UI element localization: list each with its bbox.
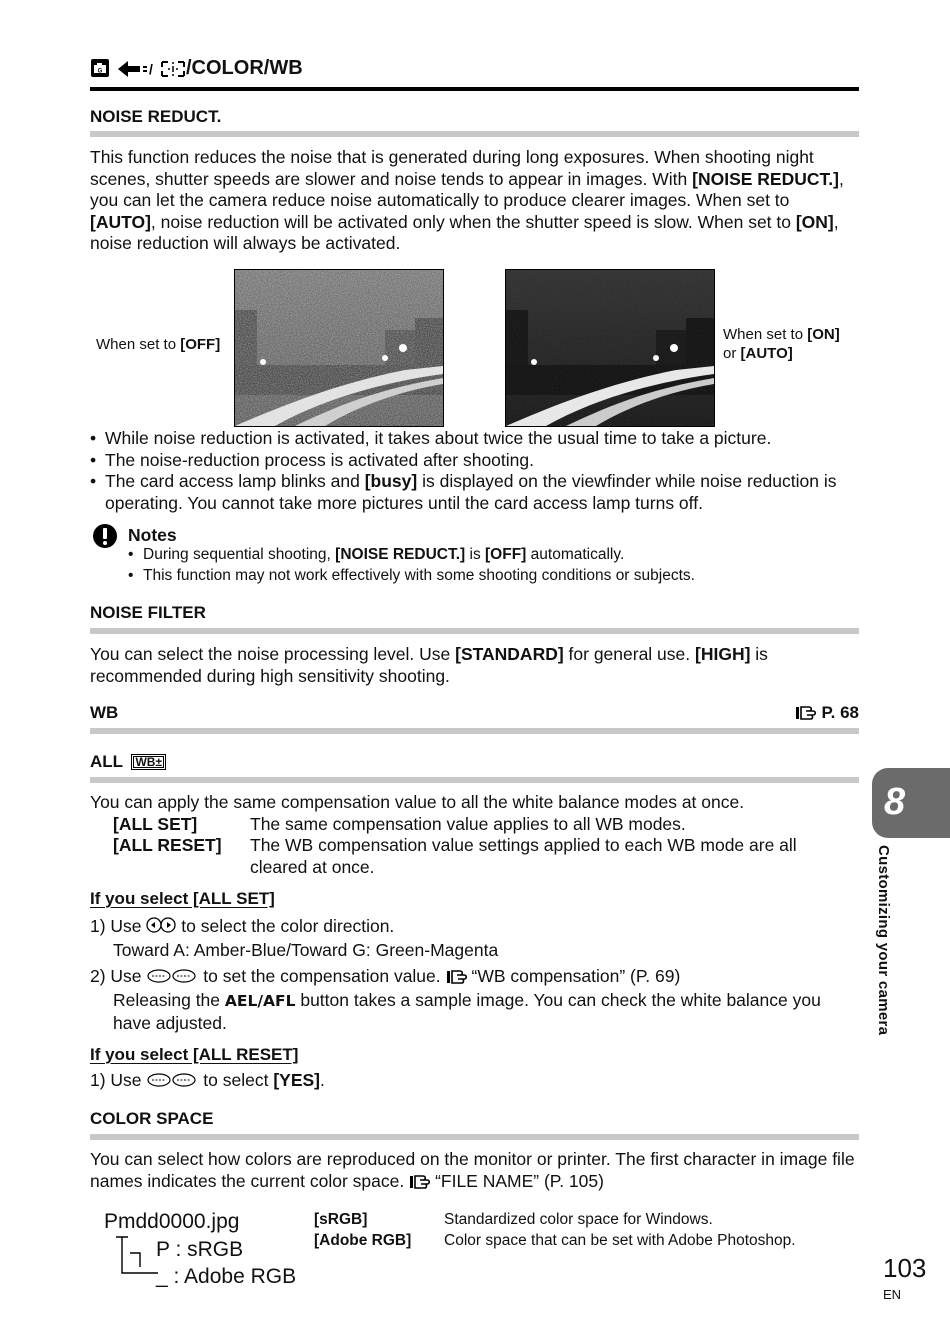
chapter-number: 8: [884, 781, 906, 823]
color-space-options: [314, 1210, 859, 1251]
list-item: • This function may not work effectively with some shooting conditions or subjects.: [128, 566, 695, 584]
camera-menu-icon: [91, 59, 109, 77]
all-option-set: [ALL SET] The same compensation value applies to all WB modes.: [113, 814, 686, 834]
photo-noise-on: [505, 269, 715, 427]
allset-step1-sub: Toward A: Amber-Blue/Toward G: Green-Magenta: [113, 940, 499, 960]
list-item: [sRGB] Standardized color space for Windows.: [314, 1211, 713, 1228]
reference-icon: [795, 703, 821, 726]
color-space-paragraph: You can select how colors are reproduced on the monitor or printer. The first character in image file names indicates the current color space. “FILE NAME” (P. 105): [90, 1149, 860, 1195]
section-rule: [90, 777, 859, 783]
text-run: , you can let the camera reduce noise automatically to produce clearer images. When set to: [90, 168, 844, 210]
text-run: , noise reduction will be activated only when the shutter speed is slow. When set to: [150, 211, 796, 232]
allset-heading: If you select [ALL SET]: [90, 889, 275, 908]
bullet-list: [90, 428, 860, 514]
section-rule: [90, 131, 859, 137]
notes-title: Notes: [128, 525, 177, 545]
filename-branch-srgb: P : sRGB: [156, 1238, 244, 1261]
text-run: , noise reduction will always be activated.: [90, 211, 839, 253]
section-heading-color-space: COLOR SPACE: [90, 1109, 214, 1128]
reference-icon: [446, 967, 472, 991]
section-heading-wb: WB: [90, 703, 119, 722]
frame-icon: [160, 59, 186, 84]
wb-page-ref[interactable]: P. 68: [780, 703, 859, 726]
header-title: /COLOR/WB: [186, 57, 303, 79]
list-item: [Adobe RGB] Color space that can be set with Adobe Photoshop.: [314, 1231, 796, 1249]
filename-example: Pmdd0000.jpg: [104, 1210, 240, 1233]
page-number: 103: [883, 1253, 927, 1283]
chapter-label: Customizing your camera: [875, 845, 892, 1036]
allset-step2-sub: Releasing the AEL/AFL button takes a sample image. You can check the white balance you have adjusted.: [113, 990, 821, 1033]
svg-text:/: /: [149, 61, 153, 77]
section-rule: [90, 628, 859, 634]
list-item: • While noise reduction is activated, it takes about twice the usual time to take a picture.: [90, 428, 772, 448]
dial-icon: [146, 968, 198, 990]
allset-step1: 1) Use to select the color direction.: [90, 915, 860, 941]
arrow-pad-icon: [146, 915, 176, 941]
noise-reduct-paragraph: [90, 147, 860, 255]
filename-branch-adobe: _ : Adobe RGB: [156, 1265, 297, 1288]
all-intro: You can apply the same compensation value to all the white balance modes at once.: [90, 792, 745, 812]
svg-text:G: G: [97, 68, 103, 75]
wb-compensation-badge: WB±: [131, 754, 166, 770]
header-rule: [90, 87, 859, 91]
section-heading-all: ALL WB±: [90, 752, 166, 772]
language-code: EN: [883, 1287, 902, 1302]
bold-term: [ON]: [795, 211, 834, 232]
chapter-tab[interactable]: [872, 768, 950, 838]
list-item: • The noise-reduction process is activated after shooting.: [90, 449, 534, 470]
all-option-reset: [ALL RESET] The WB compensation value settings applied to each WB mode are all cleared at once.: [113, 835, 797, 877]
section-heading-noise-filter: NOISE FILTER: [90, 603, 206, 622]
caption-off: When set to [OFF]: [96, 336, 221, 353]
allset-step2: 2) Use to set the compensation value. “WB compensation” (P. 69): [90, 966, 860, 991]
section-heading-noise-reduct: NOISE REDUCT.: [90, 107, 222, 126]
photo-noise-off: [234, 269, 444, 427]
notes-list: [128, 545, 858, 586]
bold-term: [AUTO]: [90, 211, 151, 232]
dial-icon: [146, 1072, 198, 1094]
arrow-icon: [116, 58, 162, 85]
section-rule: [90, 728, 859, 734]
list-item: • The card access lamp blinks and [busy] is displayed on the viewfinder while noise reduction is operating. You cannot take more pictures until the card access lamp turns off.: [90, 471, 837, 513]
list-item: • During sequential shooting, [NOISE REDUCT.] is [OFF] automatically.: [128, 546, 625, 563]
allreset-heading: If you select [ALL RESET]: [90, 1045, 299, 1064]
caption-on: When set to [ON] or [AUTO]: [723, 326, 840, 362]
noise-filter-paragraph: You can select the noise processing level. Use [STANDARD] for general use. [HIGH] is recommended during high sensitivity shooting.: [90, 644, 768, 686]
filename-tree-lines: [102, 1207, 162, 1291]
filename-diagram: [102, 1207, 312, 1291]
text-run: This function reduces the noise that is generated during long exposures. When shooting night scenes, shutter speeds are slower and noise tends to appear in images. With: [90, 147, 814, 189]
header: [90, 55, 859, 91]
notes-icon: [92, 523, 118, 554]
bold-term: [NOISE REDUCT.]: [692, 168, 839, 189]
reference-icon: [409, 1172, 435, 1196]
allreset-step1: 1) Use to select [YES].: [90, 1070, 860, 1094]
section-rule: [90, 1134, 859, 1140]
